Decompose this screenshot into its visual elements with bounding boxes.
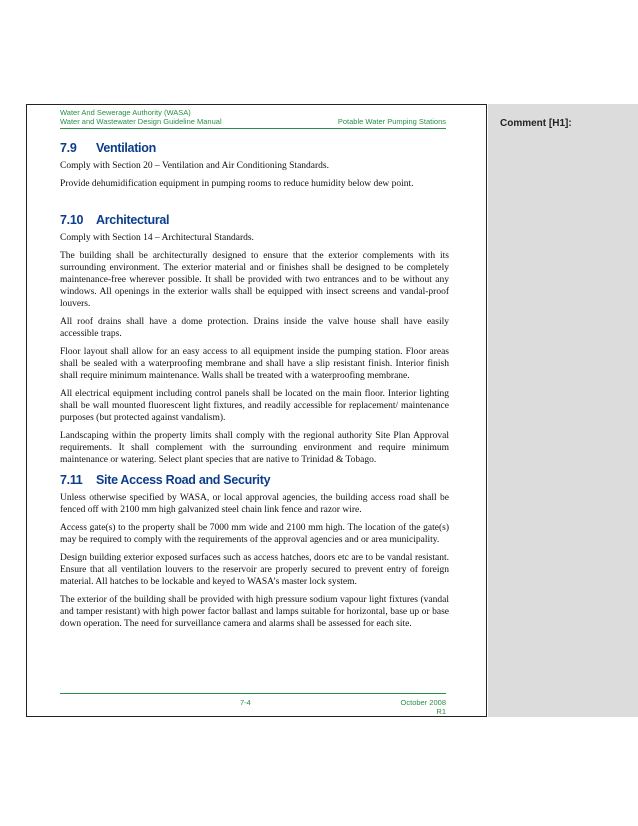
paragraph: Design building exterior exposed surfaces such as access hatches, doors etc are to be vandal resistant. Ensure that all ventilation louvers to the reservoir are properly secured to prevent entry of foreign material. All hatches to be lockable and keyed to WASA’s master lock system. bbox=[60, 553, 449, 587]
paragraph: Unless otherwise specified by WASA, or local approval agencies, the building access road shall be fenced off with 2100 mm high galvanized steel chain link fence and razor wire. bbox=[60, 493, 449, 515]
footer-date-block bbox=[401, 698, 446, 716]
page-number: 7-4 bbox=[240, 698, 251, 707]
section-title: Ventilation bbox=[96, 141, 156, 155]
section-number: 7.10 bbox=[60, 213, 84, 227]
section-number: 7.9 bbox=[60, 141, 77, 155]
comment-label[interactable]: Comment [H1]: bbox=[500, 118, 572, 129]
paragraph: The exterior of the building shall be provided with high pressure sodium vapour light fixtures (vandal and tamper resistant) with high power factor ballast and lamps suitable for horizontal, base up or base down operation. The need for surveillance camera and alarms shall be assessed for each site. bbox=[60, 595, 449, 629]
paragraph: Provide dehumidification equipment in pumping rooms to reduce humidity below dew point. bbox=[60, 179, 414, 189]
footer-date: October 2008 bbox=[400, 698, 446, 707]
paragraph: All electrical equipment including control panels shall be located on the main floor. Interior lighting shall be wall mounted fluorescent light fixtures, and readily accessible for replacement/ maintenance purposes (but protected against vandalism). bbox=[60, 389, 449, 423]
footer-rule bbox=[60, 693, 446, 694]
paragraph: The building shall be architecturally designed to ensure that the exterior complements with its surrounding environment. The exterior material and or finishes shall be designed to be completely maintenance-free wherever possible. It shall be provided with two entrances and to be without any windows. All openings in the exterior walls shall be equipped with insect screens and vandal-proof louvers. bbox=[60, 251, 449, 309]
section-number: 7.11 bbox=[60, 473, 83, 487]
section-title: Architectural bbox=[96, 213, 170, 227]
header-org: Water And Sewerage Authority (WASA) bbox=[60, 108, 191, 117]
paragraph: Access gate(s) to the property shall be 7000 mm wide and 2100 mm high. The location of the gate(s) may be required to comply with the requirements of the approval agencies and or area municipality. bbox=[60, 523, 449, 545]
header-rule bbox=[60, 128, 446, 129]
comment-margin bbox=[488, 104, 638, 717]
section-heading bbox=[60, 214, 449, 226]
paragraph: Comply with Section 20 – Ventilation and Air Conditioning Standards. bbox=[60, 161, 329, 171]
page-header bbox=[60, 108, 446, 126]
paragraph: Comply with Section 14 – Architectural Standards. bbox=[60, 233, 254, 243]
section-title: Site Access Road and Security bbox=[96, 473, 271, 487]
section-heading bbox=[60, 142, 449, 154]
document-body bbox=[60, 142, 449, 636]
footer-revision: R1 bbox=[436, 707, 446, 716]
header-manual: Water and Wastewater Design Guideline Manual bbox=[60, 117, 222, 126]
paragraph: Landscaping within the property limits shall comply with the regional authority Site Plan Approval requirements. It shall complement with the surrounding environment and require minimum maintenance or watering. Select plant species that are native to Trinidad & Tobago. bbox=[60, 431, 449, 465]
section-heading bbox=[60, 474, 449, 486]
paragraph: Floor layout shall allow for an easy access to all equipment inside the pumping station. Floor areas shall be sealed with a waterproofing membrane and shall have a slip resistant finish. Interior finish shall require minimum maintenance. Walls shall be treated with a waterproofing membrane. bbox=[60, 347, 449, 381]
header-chapter: Potable Water Pumping Stations bbox=[337, 117, 446, 126]
paragraph: All roof drains shall have a dome protection. Drains inside the valve house shall have easily accessible traps. bbox=[60, 317, 449, 339]
